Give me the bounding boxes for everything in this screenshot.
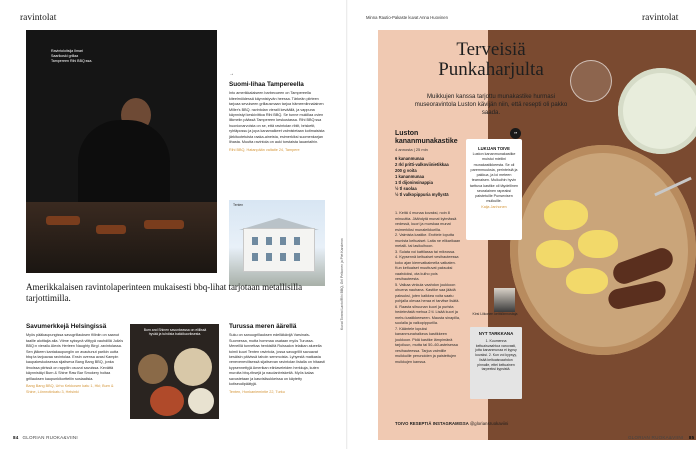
potato-shape xyxy=(566,268,608,294)
food-photo xyxy=(130,324,219,419)
instagram-handle: @gloriansruokaviini xyxy=(469,421,509,426)
recipe-step: 4. Kypsennä keltuaiset vesihauteessa koko ajan kiemvatkaimella vatkaten. Kun keltuaiset muuttuvat paksuksi vaahdoksi, ota kulho pois vesihauteesta. xyxy=(395,255,459,281)
recipe-step: 6. Raasta silruunan kuori ja purista hedelmästä mehua 2 tl. Lisää kuori ja mehu kastikkeeseen. Mausta sinapilla, suolalla ja valkopippurilla. xyxy=(395,304,461,325)
author-caption: Kirsi Liikonen keittiöinnostaja xyxy=(472,312,518,316)
house-window xyxy=(252,237,258,245)
glass-shape xyxy=(570,60,612,102)
recipe-step: 3. Sulata voi kattilassa tai mikrossa. xyxy=(395,249,456,254)
recipe-step: 2. Valmista kastike. Erottele loputta munista keltuaiset. Laita ne elikarikaan metalli- tai lasikulhoon. xyxy=(395,233,461,248)
food-photo-caption: Burn and Shinen savunkeassa on elillissä hyvää ja tuhdista bakkikuoriksesta. xyxy=(143,328,207,337)
grill-meat xyxy=(46,216,80,225)
recipe-servings: 4 annosta | 25 min xyxy=(395,147,428,152)
instagram-label: TOIVO RESEPTIÄ INSTAGRAMISSA xyxy=(395,421,469,426)
house-window xyxy=(266,253,272,261)
helsinki-body: Myös pääkaupungissa savugrillauksen fiiliniin on saanut taaille aloittajia alla. Viime syksynä vilttyyä vauhdillä Julia's BBQ:n vierailu Alexis Herleen Naughty Birgi -ravintolassa. Sen jälkeen kantakaupungiin on avautunut parikin uutta bbq:ta tarjoavaa ravintolaa. Ensin ovensa avasi Kampin kaupakeskuksessa sijaitseva Bang Bang BBQ, jonka ilmoissa piirissä on rappiiin osuvut savuissa. Kevättä käynnistäyi Burn & Shine Raw Bar Smokery hoitaa grillauksen kaupunkikortteliin sosiaalisia. xyxy=(26,333,124,381)
recipe-headline: Terveisiä Punkaharjulta xyxy=(438,39,544,80)
house-photo-caption: Tenten xyxy=(233,203,244,207)
helsinki-title: Savumerkkejä Helsingissä xyxy=(26,323,107,330)
grill-meat xyxy=(144,220,184,229)
left-magazine-name: GLORIAN RUOKA&VIINI xyxy=(22,435,78,440)
ingredient-item: ½ tl valkopippuria myllystä xyxy=(395,191,449,197)
house-window xyxy=(294,253,300,261)
recipe-lead: Muikkujen kanssa tarjottu munakastike hurmasi museoravintola Luston kävijän niin, että resepti oli pakko saada. xyxy=(414,93,568,117)
right-page-number: 85 xyxy=(688,435,695,440)
restaurant-house-photo xyxy=(229,200,325,286)
byline: Minna Rautio-Pakaste kuvat Anna Huovinen xyxy=(366,15,448,20)
dish-shape xyxy=(150,386,184,416)
recipe-title: Luston kananmunakastike xyxy=(395,130,458,146)
helsinki-article xyxy=(26,322,124,395)
instagram-line xyxy=(395,421,508,426)
ingredient-item: 1 tl dijoninsinappia xyxy=(395,179,433,185)
ingredient-item: ½ tl suolaa xyxy=(395,185,417,191)
house-window xyxy=(252,253,258,261)
right-magazine-name: GLORIAN RUOKA&VIINI xyxy=(628,435,684,440)
nyt-tarkkana-title: NYT TARKKANA xyxy=(478,331,514,336)
arrow-icon: → xyxy=(229,71,234,77)
grill-meat xyxy=(96,225,126,234)
left-headline: Amerikkalaisen ravintolaperinteen mukaisesti bbq-lihat tarjotaan metallisilla tarjottimilla. xyxy=(26,282,303,304)
house-window xyxy=(266,237,272,245)
ingredient-list xyxy=(395,156,449,198)
left-page-number: 84 xyxy=(13,435,19,440)
turku-title: Turussa meren äärellä xyxy=(229,323,297,330)
helsinki-address: Bang Bang BBQ, Urho Kekkosen katu 1, Hki; Burn & Shine, Lönnrotinkatu 3, Helsinki xyxy=(26,384,114,394)
reader-tip-body: Luston kananmunakastike muistui mieliini munakastikkeesta. Se oli paremmuuksia, perinteisiä ja pakkua, ja loi meteen tearnaisen. Muikuihin hyvin tarttuva kastike oli täydellinen seuralainen rapeaksi paistetuille Punsexisen muikuille. xyxy=(469,152,519,204)
tampere-article xyxy=(229,80,325,153)
salad-bowl-shape xyxy=(618,68,696,154)
grill-shape xyxy=(26,202,217,273)
tampere-title: Suomi-lihaa Tampereella xyxy=(229,81,304,88)
left-section-tag: ravintolat xyxy=(20,13,57,23)
recipe-steps xyxy=(395,211,461,365)
ingredient-item: 1 kananmunaa xyxy=(395,173,425,179)
author-photo xyxy=(494,288,515,312)
ingredient-item: 2 rkl pritti-valkoviinietikkaa xyxy=(395,161,449,167)
house-window xyxy=(280,253,286,261)
left-folio xyxy=(13,435,78,440)
dish-shape xyxy=(138,354,168,384)
recipe-step: 1. Keitä 4 munaa kovaksi, noin 8 minuuttia. Jäähdytä munat kylmässä vedessä, kuori ja murskaa munat esimerkiksi munaleikkurilla. xyxy=(395,211,457,232)
chef-photo-caption: Ravintoloitsija Ilmari Saarikoski grillaa Tampereen Rihi BBQ:ssa. xyxy=(51,49,93,63)
potato-shape xyxy=(544,200,588,230)
reader-tip-title: LUKIJAN TOIVE xyxy=(478,146,510,151)
recipe-step: 7. Kääntele lopuksi kananmunahalkeus kastikkeen joukkoon. Pidä kastike lämpimänä tarjoiluun, mutta tai 50–60-asteisessa vesihauteessa. Tarjoa valmiille muikkuille perunoiden ja paistettujen muikkujen kanssa. xyxy=(395,326,458,364)
house-window xyxy=(280,237,286,245)
potato-shape xyxy=(578,230,618,258)
tampere-address: Rihi BBQ, Hatanpään valtatie 24, Tampere xyxy=(229,147,300,152)
house-window xyxy=(294,237,300,245)
quote-icon: ” xyxy=(510,128,521,139)
ingredient-item: 6 kananmunaa xyxy=(395,156,425,161)
dish-shape xyxy=(174,348,212,386)
house-shape xyxy=(243,228,315,272)
reader-tip-signature: Kaija Janhonen xyxy=(481,204,507,209)
right-folio xyxy=(628,435,694,440)
turku-address: Tenten, Honkaniemintie 22, Turku xyxy=(229,389,285,394)
chef-photo xyxy=(26,30,217,273)
nyt-tarkkana-text: 1. Kuumenna keltuaisvaahtoa varovasti, jotta kananmunaa ei kypsy kovaksi. 2. Kun voi kypsyy, lisää keltuaisvaahdon pinnalle, ettei keltuainen tarpeeksi kypsistä. xyxy=(475,339,517,372)
right-section-tag: ravintolat xyxy=(642,13,679,23)
dish-shape xyxy=(188,388,214,414)
turku-body: Suku on sanuugrillauksen edelläkävijä Varsinais-Suomessa, mutta hommaa osataan myös Turussa. Meneillä tunnettaa henkisiltä Ruissalon lelaikan alueella toimii kuuri Tenten ravintola, jossa savugrillit savuavat kesäisin päivissä tahoin semmoista. Lyhyestä matkasta veneveneviilsessä sijaitsevan ravintolan listalla on hitaasti kypsennettyjä Amerikan elinlaveleiden herkkuja, kuten muroita bbq-ribsejä ja naudanbrisketiä. Myös kalaa savustetaan ja kasvislisukkeissa on käytetty kotiseudipäätyjä. xyxy=(229,333,325,387)
tampere-body: Into amerikkalaiseen barbecueen on Tampereella kiteelmöidessä käynnistyvän heessa. Tärkeän piirteen tarjoaa sevuiseen grillausmaan tarjoa hämeenlinnalainen Miller's BBQ. ravintolan vieraili keväällä, ja vappuna käynnistyi keskiviittoa Rihi BBQ. Se tunne mukillaa ovien liikmeiin päässä Tampereen keskustassa. Rihi BBQ:ssa huonionarvoista on se, että ravintolan riblit, brisketit, ryhtäpossu ja jopa kanamalkeet valmistetaan kotimaisista järkituotetuista raaka-aineista, esimerkiksi suomenkarjan lihasta. Muutta ravintola on auki torstaista lauantaihin. xyxy=(229,91,325,145)
potato-shape xyxy=(536,240,574,268)
reader-tip-text xyxy=(469,152,519,210)
photo-credit: Kuvat Tommi Lanto/Rihi BBQ, Gril Pelkonen ja Piet Kanderov xyxy=(340,238,344,330)
recipe-step: 5. Valkaa vinkula vaahdon joukkoon ohuena nauhana. Kastike saa jäädä paksuksi, joten kaikkea voita saatu pohjalla olevaa heraa ei tarvitse lisätä. xyxy=(395,282,460,303)
turku-article xyxy=(229,322,325,395)
ingredient-item: 200 g voita xyxy=(395,167,417,173)
